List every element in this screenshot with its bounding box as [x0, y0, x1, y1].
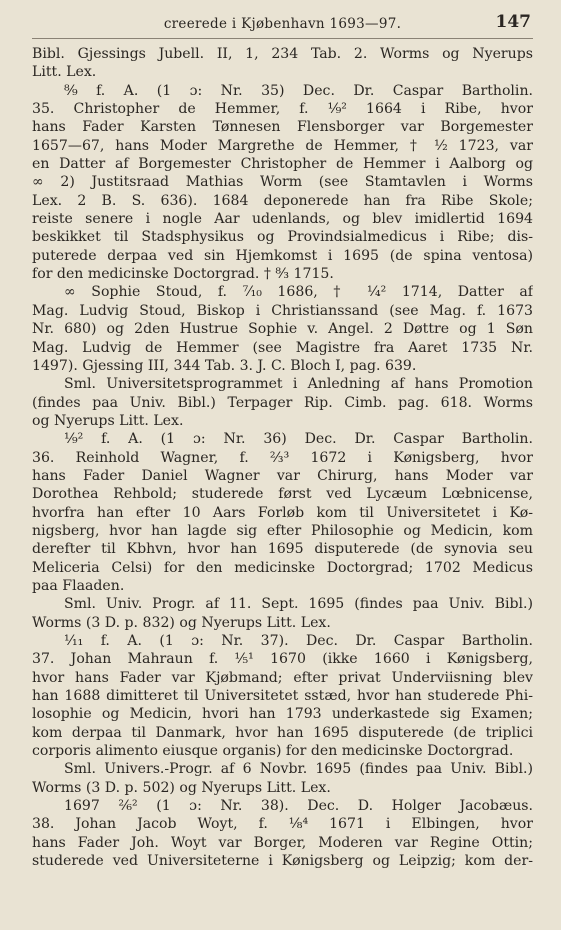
text-line: Lex. 2 B. S. 636). 1684 deponerede han fra Ribe Skole;	[32, 192, 533, 209]
text-line: 1497). Gjessing III, 344 Tab. 3. J. C. Bloch I, pag. 639.	[32, 357, 417, 374]
text-line: beskikket til Stadsphysikus og Provindsialmedicus i Ribe; dis-	[32, 229, 533, 246]
text-line: 38. Johan Jacob Woyt, f. ¹⁄₈⁴ 1671 i Elbingen, hvor	[32, 816, 533, 833]
text-line: 35. Christopher de Hemmer, f. ¹⁄₉² 1664 i Ribe, hvor	[32, 101, 533, 118]
text-line: Sml. Univers.-Progr. af 6 Novbr. 1695 (findes paa Univ. Bibl.)	[64, 761, 533, 778]
text-line: og Nyerups Litt. Lex.	[32, 412, 184, 429]
page-number: 147	[495, 12, 531, 32]
text-line: losophie og Medicin, hvori han 1793 underkastede sig Examen;	[32, 706, 533, 723]
page-body	[32, 45, 533, 870]
text-line: ∞ 2) Justitsraad Mathias Worm (see Stamtavlen i Worms	[32, 174, 533, 191]
text-line: hans Fader Joh. Woyt var Borger, Moderen var Regine Ottin;	[32, 834, 533, 851]
text-line: paa Flaaden.	[32, 577, 125, 594]
running-title: creerede i Kjøbenhavn 1693—97.	[163, 16, 402, 32]
running-header	[32, 12, 533, 39]
text-line: Nr. 680) og 2den Hustrue Sophie v. Angel. 2 Døttre og 1 Søn	[32, 321, 533, 338]
text-line: ¹⁄₉² f. A. (1 ɔ: Nr. 36) Dec. Dr. Caspar Bartholin.	[64, 431, 533, 448]
text-line: Worms (3 D. p. 502) og Nyerups Litt. Lex.	[32, 779, 331, 796]
text-line: en Datter af Borgemester Christopher de Hemmer i Aalborg og	[32, 156, 533, 173]
text-line: Bibl. Gjessings Jubell. II, 1, 234 Tab. 2. Worms og Nyerups	[32, 46, 533, 62]
text-line: Sml. Univ. Progr. af 11. Sept. 1695 (findes paa Univ. Bibl.)	[64, 596, 533, 613]
text-line: Meliceria Celsi) for den medicinske Doctorgrad; 1702 Medicus	[32, 559, 533, 576]
text-line: Litt. Lex.	[32, 64, 97, 81]
text-line: Mag. Ludvig Stoud, Biskop i Christianssand (see Mag. f. 1673	[32, 302, 533, 319]
text-line: ¹⁄₁₁ f. A. (1 ɔ: Nr. 37). Dec. Dr. Caspar Bartholin.	[64, 633, 533, 649]
text-line: derefter til Kbhvn, hvor han 1695 disputerede (de synovia seu	[32, 541, 533, 558]
text-line: corporis alimento eiusque organis) for den medicinske Doctorgrad.	[32, 743, 514, 760]
text-line: 36. Reinhold Wagner, f. ²⁄₃³ 1672 i Kønigsberg, hvor	[32, 449, 533, 466]
text-line: hans Fader Daniel Wagner var Chirurg, hans Moder var	[32, 467, 533, 484]
text-line: 1657—67, hans Moder Margrethe de Hemmer, † ¹⁄₂ 1723, var	[32, 137, 533, 154]
text-line: hans Fader Karsten Tønnesen Flensborger var Borgemester	[32, 119, 533, 136]
text-line: 1697 ²⁄₆² (1 ɔ: Nr. 38). Dec. D. Holger Jacobæus.	[64, 798, 533, 815]
text-line: studerede ved Universiteterne i Kønigsberg og Leipzig; kom der-	[32, 853, 533, 870]
text-line: ⁸⁄₉ f. A. (1 ɔ: Nr. 35) Dec. Dr. Caspar Bartholin.	[64, 82, 533, 99]
text-line: hvorfra han efter 10 Aars Forløb kom til Universitetet i Kø-	[32, 504, 533, 521]
text-line: nigsberg, hvor han lagde sig efter Philosophie og Medicin, kom	[32, 522, 533, 539]
text-line: (findes paa Univ. Bibl.) Terpager Rip. Cimb. pag. 618. Worms	[32, 394, 533, 411]
text-line: Worms (3 D. p. 832) og Nyerups Litt. Lex.	[32, 614, 331, 631]
text-line: kom derpaa til Danmark, hvor han 1695 disputerede (de triplici	[32, 724, 533, 741]
text-line: for den medicinske Doctorgrad. † ⁸⁄₃ 1715.	[32, 266, 334, 283]
text-line: han 1688 dimitteret til Universitetet sstæd, hvor han studerede Phi-	[32, 688, 533, 705]
text-line: Mag. Ludvig de Hemmer (see Magistre fra Aaret 1735 Nr.	[32, 339, 533, 356]
text-line: Dorothea Rehbold; studerede først ved Lycæum Lœbnicense,	[32, 486, 533, 503]
text-line: reiste senere i nogle Aar udenlands, og blev imidlertid 1694	[32, 211, 533, 228]
text-line: puterede derpaa ved sin Hjemkomst i 1695 (de spina ventosa)	[32, 247, 533, 264]
text-line: hvor hans Fader var Kjøbmand; efter privat Underviisning blev	[32, 669, 533, 686]
text-line: ∞ Sophie Stoud, f. ⁷⁄₁₀ 1686, † ¹⁄₄² 1714, Datter af	[64, 284, 533, 301]
text-line: 37. Johan Mahraun f. ¹⁄₅¹ 1670 (ikke 1660 i Kønigsberg,	[32, 651, 533, 668]
text-line: Sml. Universitetsprogrammet i Anledning af hans Promotion	[64, 376, 533, 393]
